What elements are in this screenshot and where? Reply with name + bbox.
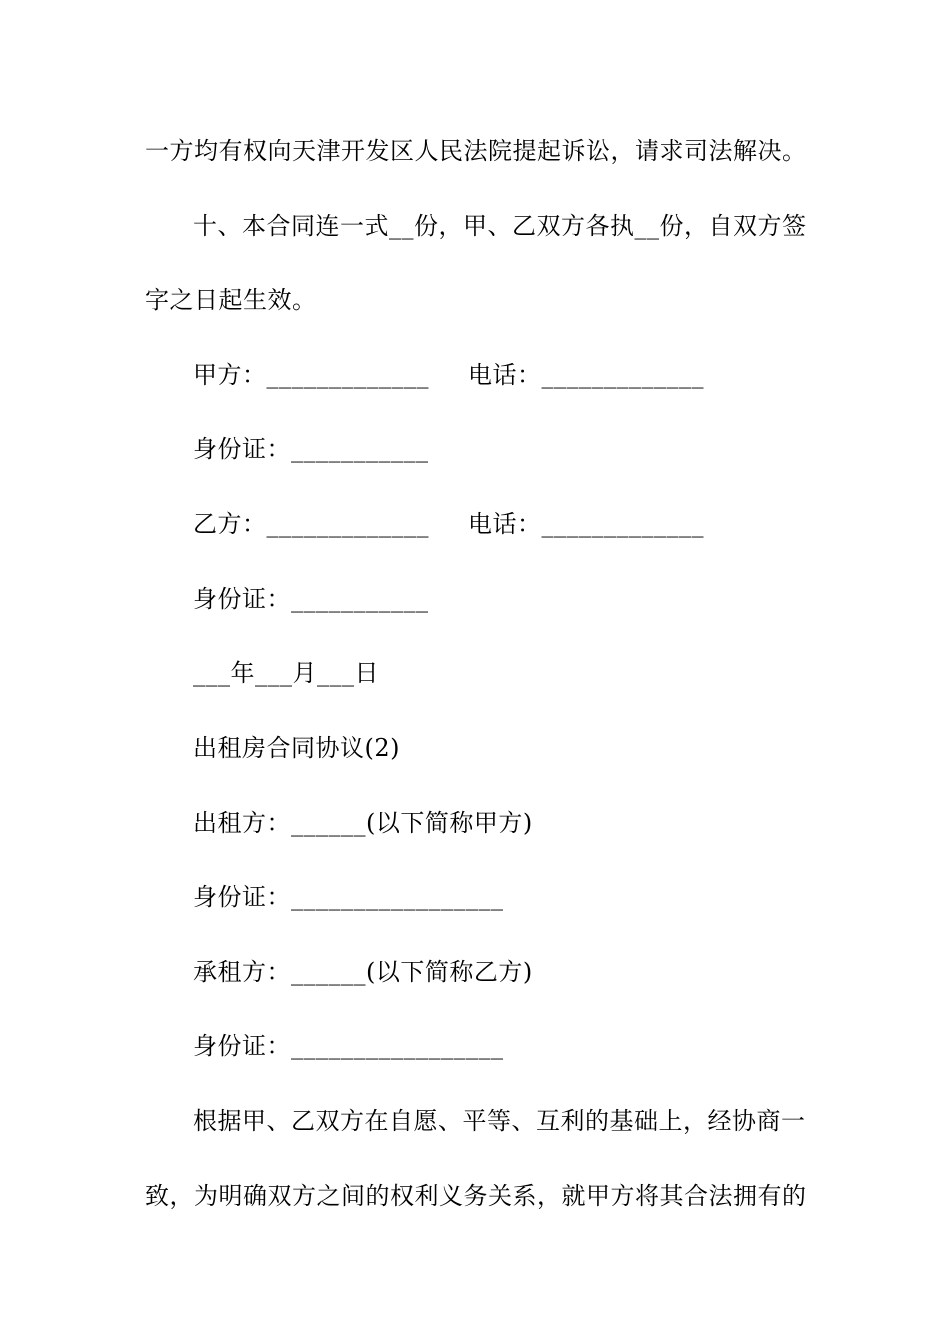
text-line-dispute: 一方均有权向天津开发区人民法院提起诉讼，请求司法解决。 xyxy=(145,137,807,165)
lessee-id-line: 身份证：_________________ xyxy=(193,1032,504,1060)
party-b-phone-line: 电话：_____________ xyxy=(468,510,704,538)
section-title: 出租房合同协议(2) xyxy=(193,734,400,762)
text-line-clause-ten: 十、本合同连一式__份，甲、乙双方各执__份，自双方签 xyxy=(193,212,807,240)
lessee-line: 承租方：______(以下简称乙方) xyxy=(193,958,533,986)
party-a-id-line: 身份证：___________ xyxy=(193,435,429,463)
date-line: ___年___月___日 xyxy=(193,659,379,687)
party-a-phone-line: 电话：_____________ xyxy=(468,361,704,389)
party-b-id-line: 身份证：___________ xyxy=(193,585,429,613)
party-a-signature-line: 甲方：_____________ xyxy=(193,361,429,389)
lessor-line: 出租方：______(以下简称甲方) xyxy=(193,809,533,837)
party-b-signature-line: 乙方：_____________ xyxy=(193,510,429,538)
text-line-preamble: 根据甲、乙双方在自愿、平等、互利的基础上，经协商一 xyxy=(193,1107,806,1135)
text-line-effective: 字之日起生效。 xyxy=(145,286,317,314)
lessor-id-line: 身份证：_________________ xyxy=(193,883,504,911)
text-line-preamble-cont: 致，为明确双方之间的权利义务关系，就甲方将其合法拥有的 xyxy=(145,1182,807,1210)
